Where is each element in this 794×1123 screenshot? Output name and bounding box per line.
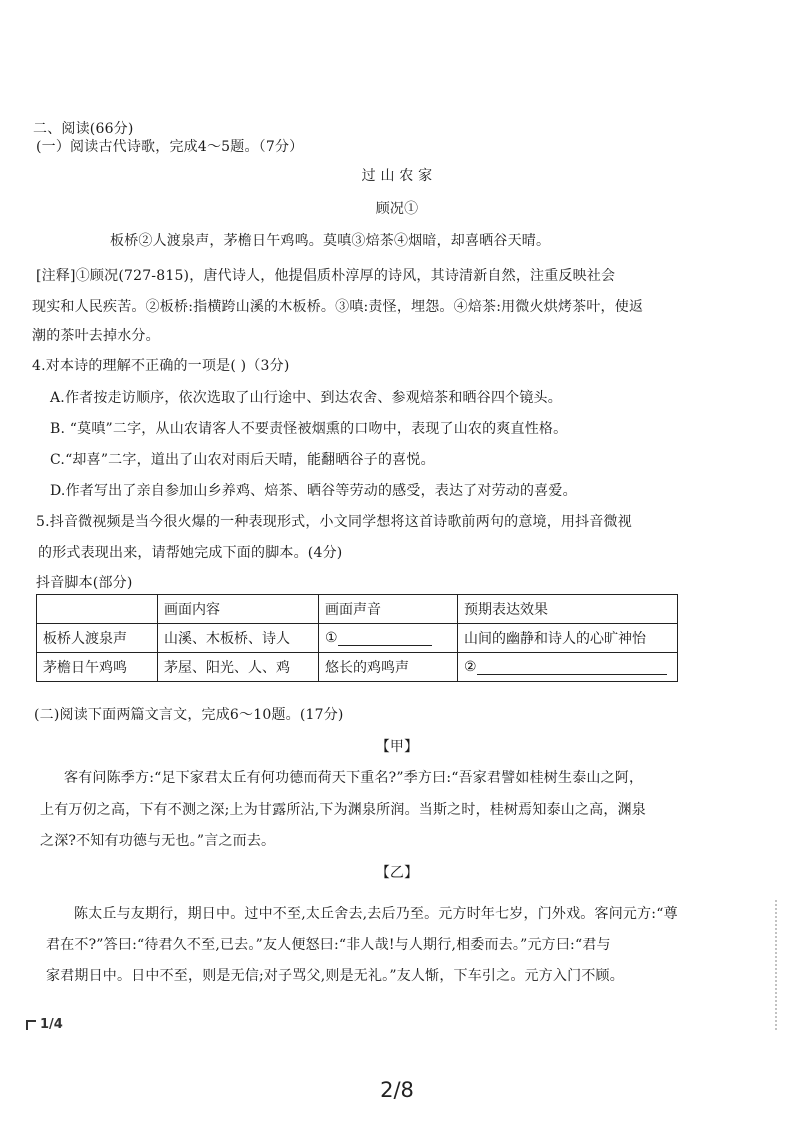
- jia-line: 之深?不知有功德与无也。”言之而去。: [40, 833, 276, 849]
- note-line: 现实和人民疾苦。②板桥:指横跨山溪的木板桥。③嗔:责怪，埋怨。④焙茶:用微火烘烤茶叶，使返: [32, 299, 644, 315]
- table-header-row: [37, 595, 678, 624]
- answer-blank-line[interactable]: [477, 660, 667, 675]
- note-line: 潮的茶叶去掉水分。: [32, 328, 160, 344]
- part2-heading: (二)阅读下面两篇文言文，完成6～10题。(17分): [34, 707, 344, 723]
- answer-blank-cell[interactable]: [458, 653, 678, 682]
- page-number: 2/8: [380, 1078, 414, 1102]
- table-cell: 悠长的鸡鸣声: [319, 653, 458, 682]
- yi-line: 家君期日中。日中不至，则是无信;对子骂父,则是无礼。”友人惭，下车引之。元方入门不顾。: [46, 968, 624, 984]
- yi-line: 陈太丘与友期行，期日中。过中不至,太丘舍去,去后乃至。元方时年七岁，门外戏。客问元方:“尊: [74, 906, 678, 922]
- question4-option-c: C.“却喜”二字，道出了山农对雨后天晴，能翻晒谷子的喜悦。: [50, 452, 435, 468]
- yi-label: 【乙】: [375, 865, 419, 881]
- table-row: [37, 624, 678, 653]
- table-cell: 板桥人渡泉声: [37, 624, 158, 653]
- section-title: 二、阅读(66分): [33, 121, 134, 137]
- table-caption: 抖音脚本(部分): [36, 575, 133, 591]
- blank-number: ②: [464, 659, 477, 675]
- scan-page-number: [26, 1017, 63, 1032]
- table-cell: 山间的幽静和诗人的心旷神怡: [458, 624, 678, 653]
- answer-blank-cell[interactable]: [319, 624, 458, 653]
- table-header-cell: 预期表达效果: [458, 595, 678, 624]
- answer-blank-line[interactable]: [338, 631, 432, 646]
- table-row: [37, 653, 678, 682]
- scan-page-number-text: 1/4: [40, 1017, 63, 1032]
- note-line: [注释]①顾况(727-815)，唐代诗人，他提倡质朴淳厚的诗风，其诗清新自然，注重反映社会: [36, 268, 616, 284]
- table-cell: 茅屋、阳光、人、鸡: [158, 653, 319, 682]
- question5-stem: 5.抖音微视频是当今很火爆的一种表现形式，小文同学想将这首诗歌前两句的意境，用抖音微视: [36, 514, 632, 530]
- table-header-cell: [37, 595, 158, 624]
- yi-line: 君在不?”答曰:“待君久不至,已去。”友人便怒曰:“非人哉!与人期行,相委而去。”元方曰:“君与: [46, 937, 611, 953]
- question4-option-a: A.作者按走访顺序，依次选取了山行途中、到达农舍、参观焙茶和晒谷四个镜头。: [50, 390, 562, 406]
- table-cell: 茅檐日午鸡鸣: [37, 653, 158, 682]
- poem-title: 过 山 农 家: [361, 168, 433, 184]
- jia-label: 【甲】: [375, 739, 419, 755]
- question4-option-b: B. “莫嗔”二字，从山农请客人不要责怪被烟熏的口吻中，表现了山农的爽直性格。: [50, 421, 568, 437]
- table-header-cell: 画面内容: [158, 595, 319, 624]
- poem-text: 板桥②人渡泉声，茅檐日午鸡鸣。莫嗔③焙茶④烟暗，却喜晒谷天晴。: [110, 233, 551, 249]
- scan-artifact: [775, 900, 783, 1030]
- question4-stem: 4.对本诗的理解不正确的一项是( )（3分): [32, 358, 290, 374]
- poem-author: 顾况①: [375, 201, 419, 217]
- part1-heading: (一）阅读古代诗歌，完成4～5题。（7分）: [36, 139, 304, 155]
- jia-line: 客有问陈季方:“足下家君太丘有何功德而荷天下重名?”季方曰:“吾家君譬如桂树生泰山之阿，: [64, 770, 644, 786]
- table-cell: 山溪、木板桥、诗人: [158, 624, 319, 653]
- script-table: [36, 594, 678, 682]
- question5-stem: 的形式表现出来，请帮她完成下面的脚本。(4分): [38, 545, 343, 561]
- blank-number: ①: [325, 630, 338, 646]
- question4-option-d: D.作者写出了亲自参加山乡养鸡、焙茶、晒谷等劳动的感受，表达了对劳动的喜爱。: [50, 483, 577, 499]
- crop-corner-icon: [26, 1020, 36, 1030]
- table-header-cell: 画面声音: [319, 595, 458, 624]
- jia-line: 上有万仞之高，下有不测之深;上为甘露所沾,下为渊泉所润。当斯之时，桂树焉知泰山之高，渊泉: [40, 802, 646, 818]
